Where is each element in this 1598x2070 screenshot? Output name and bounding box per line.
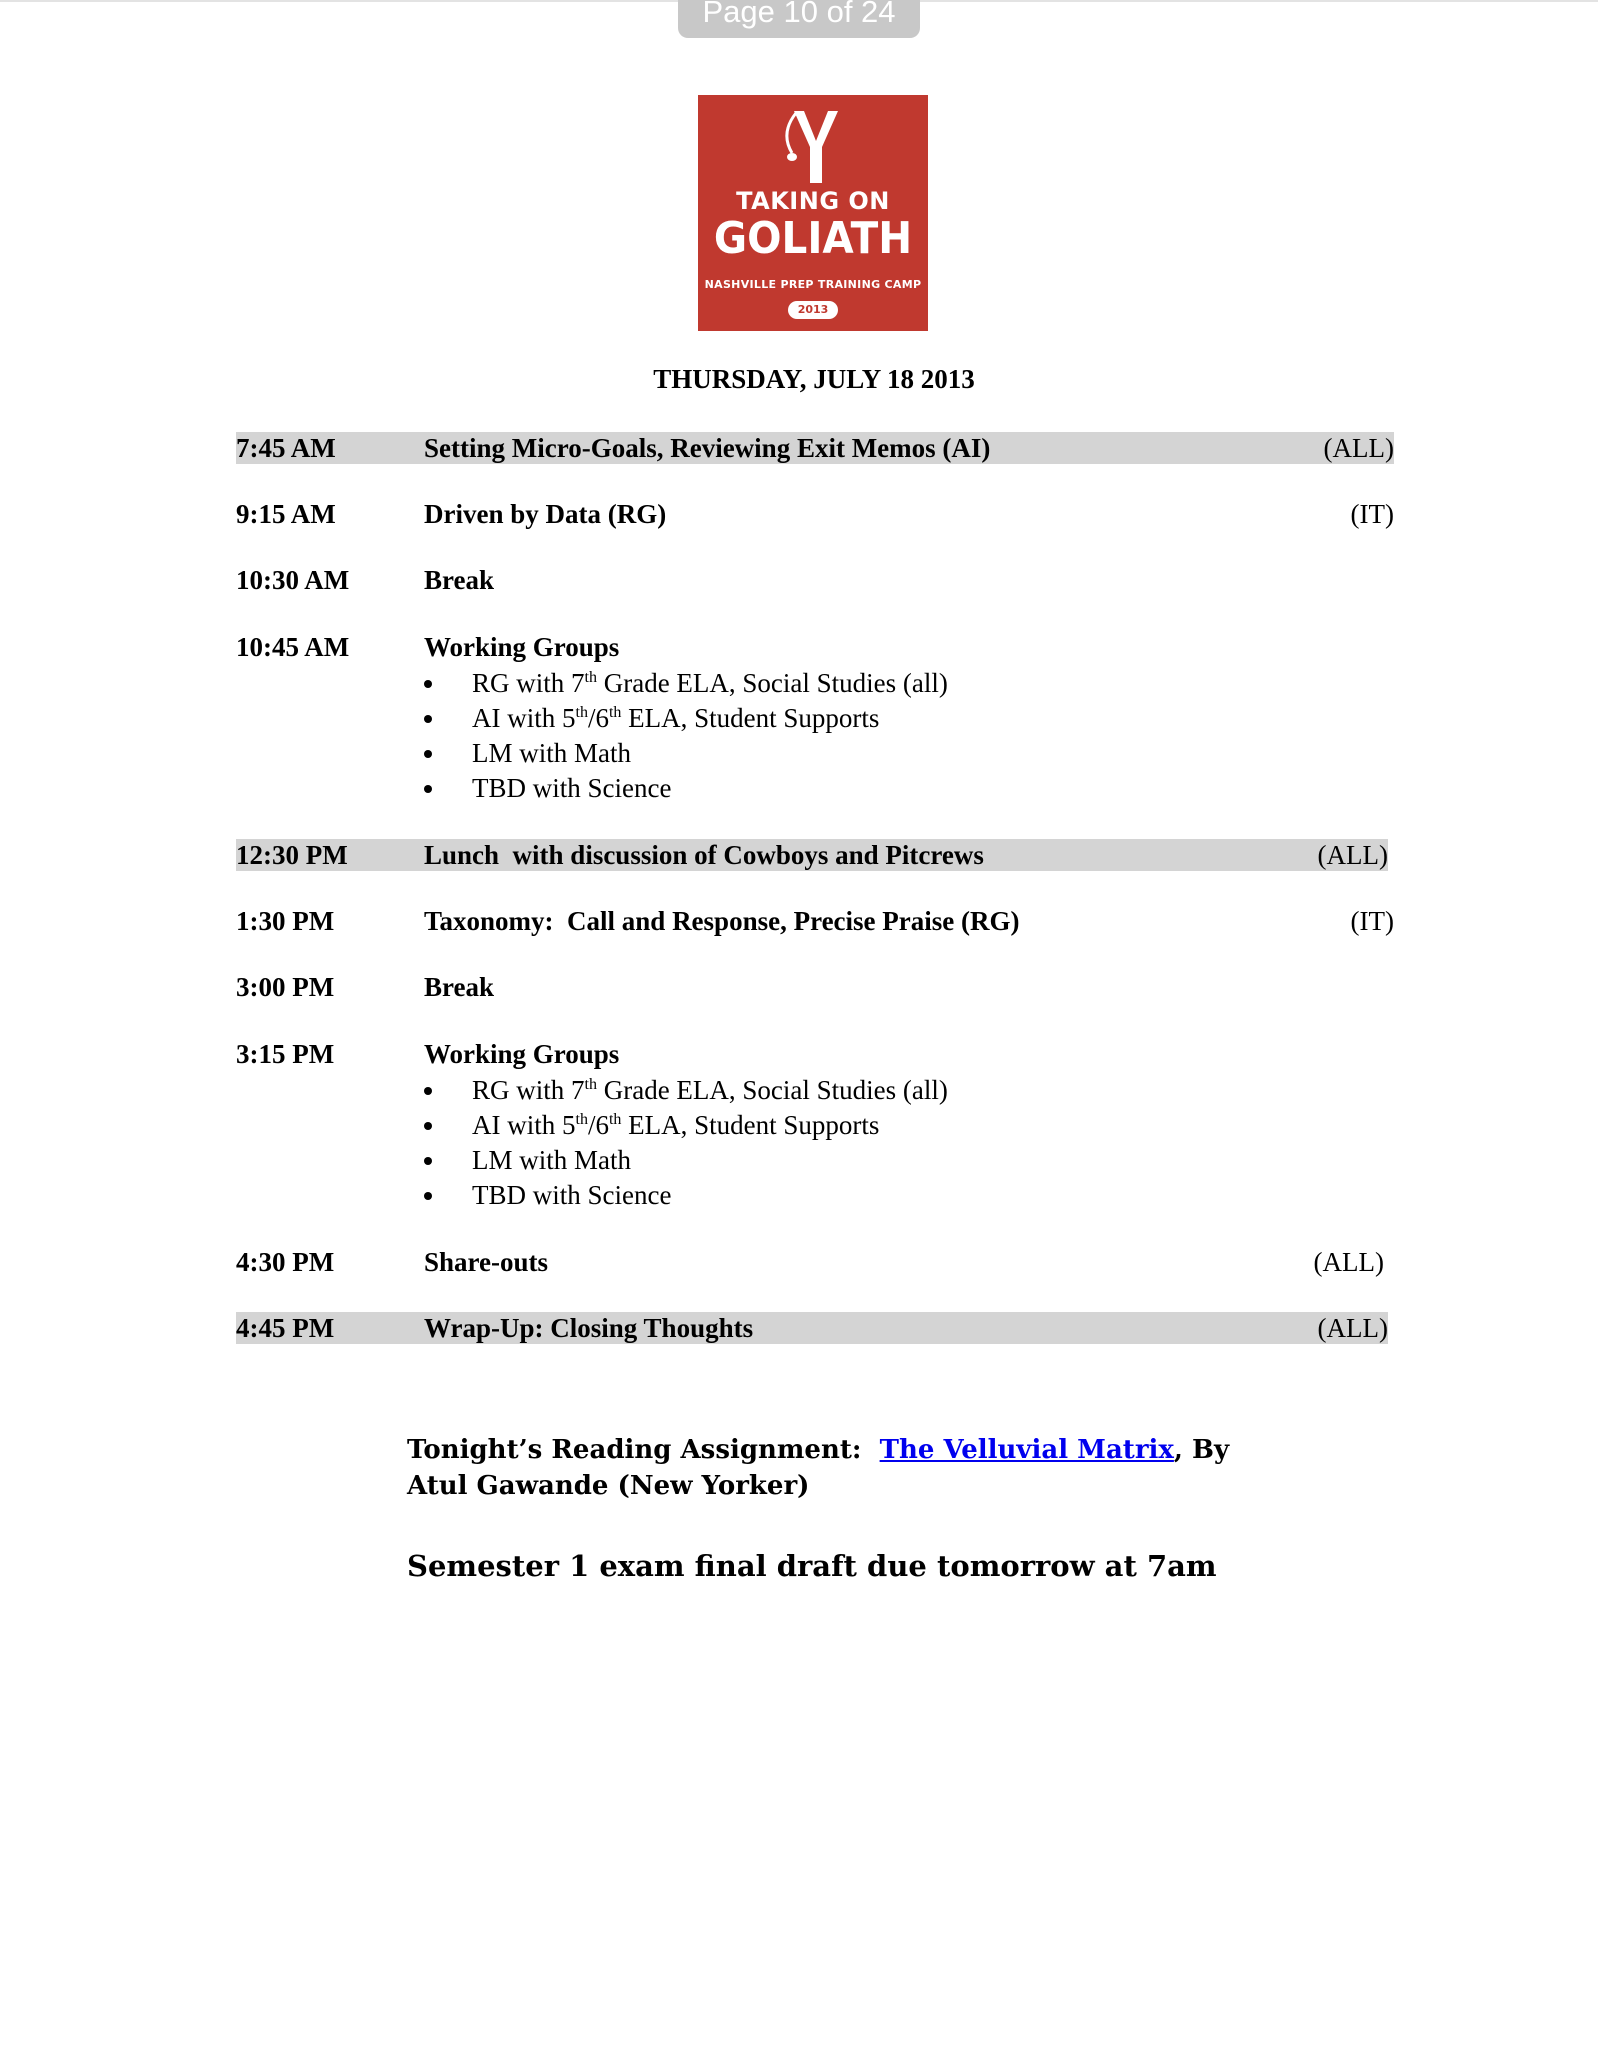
schedule-time: 10:30 AM [236, 565, 350, 595]
list-item [424, 701, 1124, 736]
schedule-time: 10:45 AM [236, 632, 350, 662]
schedule-title: Break [424, 972, 495, 1002]
schedule-audience: (ALL) [1323, 433, 1394, 463]
schedule-time: 9:15 AM [236, 499, 336, 529]
item-text: TBD with Science [472, 773, 672, 803]
schedule-row [236, 432, 1394, 464]
reading-line-2: Atul Gawande (New Yorker) [407, 1471, 810, 1501]
list-item [424, 771, 1124, 806]
logo-line-2: GOLIATH [713, 213, 913, 264]
taking-on-goliath-logo [698, 95, 928, 331]
item-text: AI with 5 [472, 703, 576, 733]
schedule-row [236, 1312, 1388, 1344]
logo-line-3: NASHVILLE PREP TRAINING CAMP [704, 278, 922, 291]
ordinal-suffix: th [608, 704, 622, 721]
item-text: AI with 5 [472, 1110, 576, 1140]
schedule-time: 12:30 PM [236, 840, 348, 870]
item-text-rest: ELA, Student Supports [621, 1110, 880, 1140]
item-text: RG with 7 [472, 1075, 585, 1105]
bullet-icon [424, 785, 432, 793]
schedule-row [236, 1246, 1384, 1278]
schedule-title: Setting Micro-Goals, Reviewing Exit Memos (AI) [424, 433, 991, 463]
list-item [424, 1108, 1124, 1143]
schedule-audience: (IT) [1350, 906, 1394, 936]
schedule-time: 3:15 PM [236, 1039, 335, 1069]
schedule-row [236, 839, 1388, 871]
bullet-icon [424, 1157, 432, 1165]
schedule-time: 1:30 PM [236, 906, 335, 936]
ordinal-suffix: th [575, 1111, 588, 1128]
schedule-row [236, 498, 1394, 530]
working-groups-list [424, 666, 1124, 806]
day-title: THURSDAY, JULY 18 2013 [653, 364, 975, 394]
item-text-mid: /6 [587, 703, 609, 733]
reading-assignment [407, 1432, 1307, 1504]
schedule-time: 4:30 PM [236, 1247, 335, 1277]
ordinal-suffix: th [584, 1076, 597, 1093]
reading-line-1 [407, 1432, 1307, 1468]
item-text-mid: /6 [587, 1110, 609, 1140]
schedule-title: Driven by Data (RG) [424, 499, 667, 529]
bullet-icon [424, 1192, 432, 1200]
logo-line-1: TAKING ON [736, 187, 890, 215]
schedule-time: 3:00 PM [236, 972, 335, 1002]
schedule-title: Wrap-Up: Closing Thoughts [424, 1313, 754, 1343]
page-indicator: Page 10 of 24 [678, 0, 920, 38]
schedule-time: 7:45 AM [236, 433, 336, 463]
schedule-title: Working Groups [424, 1039, 620, 1069]
schedule-title: Lunch with discussion of Cowboys and Pitcrews [424, 840, 984, 870]
item-text-rest: Grade ELA, Social Studies (all) [596, 668, 948, 698]
schedule-row [236, 1038, 1394, 1070]
schedule-audience: (ALL) [1313, 1247, 1384, 1277]
list-item [424, 1143, 1124, 1178]
bullet-icon [424, 680, 432, 688]
item-text: TBD with Science [472, 1180, 672, 1210]
schedule-title: Taxonomy: Call and Response, Precise Praise (RG) [424, 906, 1020, 936]
list-item [424, 736, 1124, 771]
list-item [424, 1073, 1124, 1108]
list-item [424, 666, 1124, 701]
item-text: LM with Math [472, 1145, 631, 1175]
reading-label: Tonight’s Reading Assignment: [407, 1435, 862, 1465]
bullet-icon [424, 715, 432, 723]
ordinal-suffix: th [584, 669, 597, 686]
schedule-row [236, 564, 1394, 596]
exam-note: Semester 1 exam final draft due tomorrow at 7am [407, 1549, 1217, 1583]
schedule-audience: (ALL) [1317, 840, 1388, 870]
schedule-title: Share-outs [424, 1247, 549, 1277]
bullet-icon [424, 1122, 432, 1130]
reading-after-link: , By [1173, 1435, 1230, 1465]
reading-link[interactable]: The Velluvial Matrix [879, 1435, 1174, 1465]
logo-year-badge: 2013 [788, 301, 838, 319]
bullet-icon [424, 1087, 432, 1095]
item-text-rest: ELA, Student Supports [621, 703, 880, 733]
schedule-row [236, 631, 1394, 663]
item-text-rest: Grade ELA, Social Studies (all) [596, 1075, 948, 1105]
ordinal-suffix: th [575, 704, 588, 721]
schedule-row [236, 971, 1394, 1003]
item-text: RG with 7 [472, 668, 585, 698]
schedule-audience: (ALL) [1317, 1313, 1388, 1343]
schedule-row [236, 905, 1394, 937]
list-item [424, 1178, 1124, 1213]
working-groups-list [424, 1073, 1124, 1213]
schedule-title: Working Groups [424, 632, 620, 662]
item-text: LM with Math [472, 738, 631, 768]
slingshot-icon [766, 103, 866, 185]
schedule-title: Break [424, 565, 495, 595]
schedule-time: 4:45 PM [236, 1313, 335, 1343]
bullet-icon [424, 750, 432, 758]
ordinal-suffix: th [608, 1111, 622, 1128]
schedule-audience: (IT) [1350, 499, 1394, 529]
